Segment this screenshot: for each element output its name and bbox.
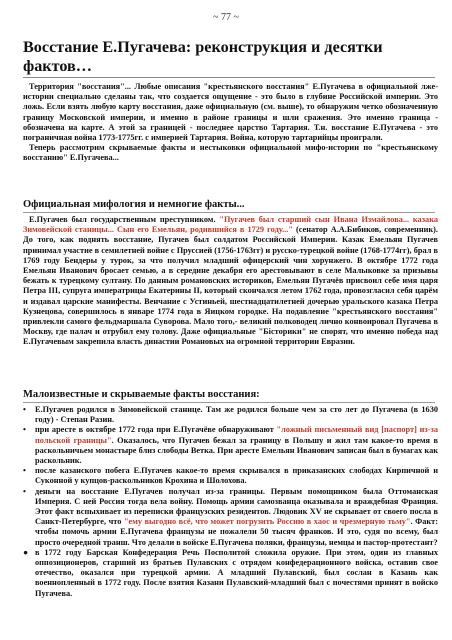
bullet-icon: • xyxy=(23,405,26,414)
hidden-facts-divider xyxy=(23,402,435,403)
page-number: ~ 77 ~ xyxy=(213,12,239,23)
bullet-icon: • xyxy=(23,466,26,476)
territory-lead: Территория "восстания"... xyxy=(29,82,131,91)
list-item xyxy=(23,548,438,599)
bullet-icon: • xyxy=(23,486,26,496)
official-heading: Официальная мифология и немногие факты... xyxy=(23,199,245,210)
fact-text: деньги на восстание Е.Пугачев получал из-за границы. Первым помощником была Оттоманская Империя. С ней Россия тогда вела войну. Помощь армии самозванца оказывала и враждебная Франция. Этот факт вспыхивает из переписки французских резидентов. Людовик XV не скрывает от своего посла в Санкт-Петербурге, что xyxy=(35,486,438,527)
fact-quote: "ложный письменный вид [паспорт] из-за польской границы" xyxy=(35,425,438,445)
territory-section xyxy=(23,82,438,164)
fact-text: после казанского побега Е.Пугачев какое-то время скрывался в приказанских слободах Кирпичной и Суконной у купцов-раскольников Крохина и Шолохова. xyxy=(35,466,438,486)
fact-tail: . Факт: чтобы помочь армии Е.Пугачева французы не пожалели 50 тысяч франков. И это, судя по всему, был просто очередной транш. Что делали в войске Е.Пугачева поляки, французы, немцы и пастор-протестант? xyxy=(35,517,438,547)
official-text-1: Е.Пугачев был государственным преступником. xyxy=(29,215,220,224)
fact-text: при аресте в октябре 1772 года при Е.Пугачёве обнаруживают xyxy=(35,425,277,435)
official-text-2: (сенатор А.А.Бибиков, современник). До того, как поднять восстание, Пугачев был солдатом Российской Империи. Казак Емельян Пугачев принимал участие в семилетней войне с Пруссией (1756-1763гг) и русско-турецкой войне (1768-1774гг), брал в 1769 году Бендеры у турок, за что получил младший офицерский чин хорунжего. В октябре 1772 года Емельян Иванович бросает семью, а в середине декабря его арестовывают в селе Малыковке за призывы бежать к турецкому султану. По данным романовских историков, Емельян Пугачёв присвоил себе имя царя Петра III, супруга императрицы Екатерины II, который скончался летом 1762 года, провозгласил себя царём и издавал царские манифесты. Венчание с Устиньей, шестнадцатилетней дочерью уральского казака Петра Кузнецова, совершилось в январе 1774 года в Яицком городке. На подавление "крестьянского восстания" привлекли самого фельдмаршала Суворова. Мало того,- великий полководец лично конвоировал Пугачева в Москву, где палач и отрубил ему голову. Даже официальные "Біcторики" не спорят, что именно победа над Е.Пугачевым закрепила власть династии Романовых на огромной территории Евразии. xyxy=(23,225,438,347)
bullet-icon: • xyxy=(23,425,26,435)
list-item xyxy=(23,487,438,548)
list-item xyxy=(23,425,438,466)
official-heading-divider xyxy=(23,212,435,213)
list-item xyxy=(23,405,438,425)
hidden-facts-heading: Малоизвестные и скрываемые факты восстания: xyxy=(23,389,260,400)
official-section xyxy=(23,215,438,348)
official-paragraph xyxy=(23,215,438,348)
fact-text: в 1772 году Барская Конфедерация Речь Посполитой сложила оружие. При этом, один из главных оппозиционеров, старший из братьев Пулавских с отрядом конфедерационного войска, оставив свое отечество, оказался при турецкой армии. А младший Пулавский, был сослан в Казань как военнопленный в 1772 году. После взятия Казани Пулавский-младший был с почестями принят в войско Пугачева. xyxy=(35,547,438,598)
hidden-facts-list xyxy=(23,405,438,599)
bullet-icon: ● xyxy=(23,547,29,557)
hidden-facts-section xyxy=(23,405,438,599)
title-divider xyxy=(23,77,435,78)
official-quote: "Пугачев был старший сын Ивана Измайлова... казака Зимовейской станицы... Сын его Емельян, родившийся в 1729 году..." xyxy=(23,215,438,235)
territory-text: Любые описания "крестьянского восстания" Е.Пугачева в официальной лже-истории специально сделаны так, что создается ощущение - это было в глубине Российской империи. Это ложь. Если взять любую карту восстания, даже официальную (см. выше), то обнаружим четко обозначенную границу Московской империи, и именно в районе границы и шли сражения. Это именно граница - обозначена на карте. А этой за границей - последнее царство Тартария. Т.н. восстание Е.Пугачева - это пограничная война 1773-1775гг. с империей Тартария. Война, которую тартарийцы проиграли. xyxy=(23,82,439,143)
page-title: Восстание Е.Пугачева: реконструкция и десятки фактов… xyxy=(23,38,383,75)
fact-text: Е.Пугачев родился в Зимовейской станице. Там же родился больше чем за сто лет до Пугачева (в 1630 году) - Степан Разин. xyxy=(35,405,438,425)
fact-tail: . Оказалось, что Пугачев бежал за границу в Польшу и жил там какое-то время в раскольничьем монастыре близ слободы Ветка. При аресте Емельян Иванович записан был в бумагах как раскольник. xyxy=(35,435,438,466)
fact-quote: "ему выгодно всё, что может погрузить Россию в хаос и чрезмерную тьму" xyxy=(123,517,411,527)
territory-paragraph-2: Теперь рассмотрим скрываемые факты и нестыковки официальной мифо-истории по "крестьянскому восстанию" Е.Пугачева... xyxy=(23,143,438,163)
territory-paragraph xyxy=(23,82,438,143)
list-item xyxy=(23,466,438,486)
